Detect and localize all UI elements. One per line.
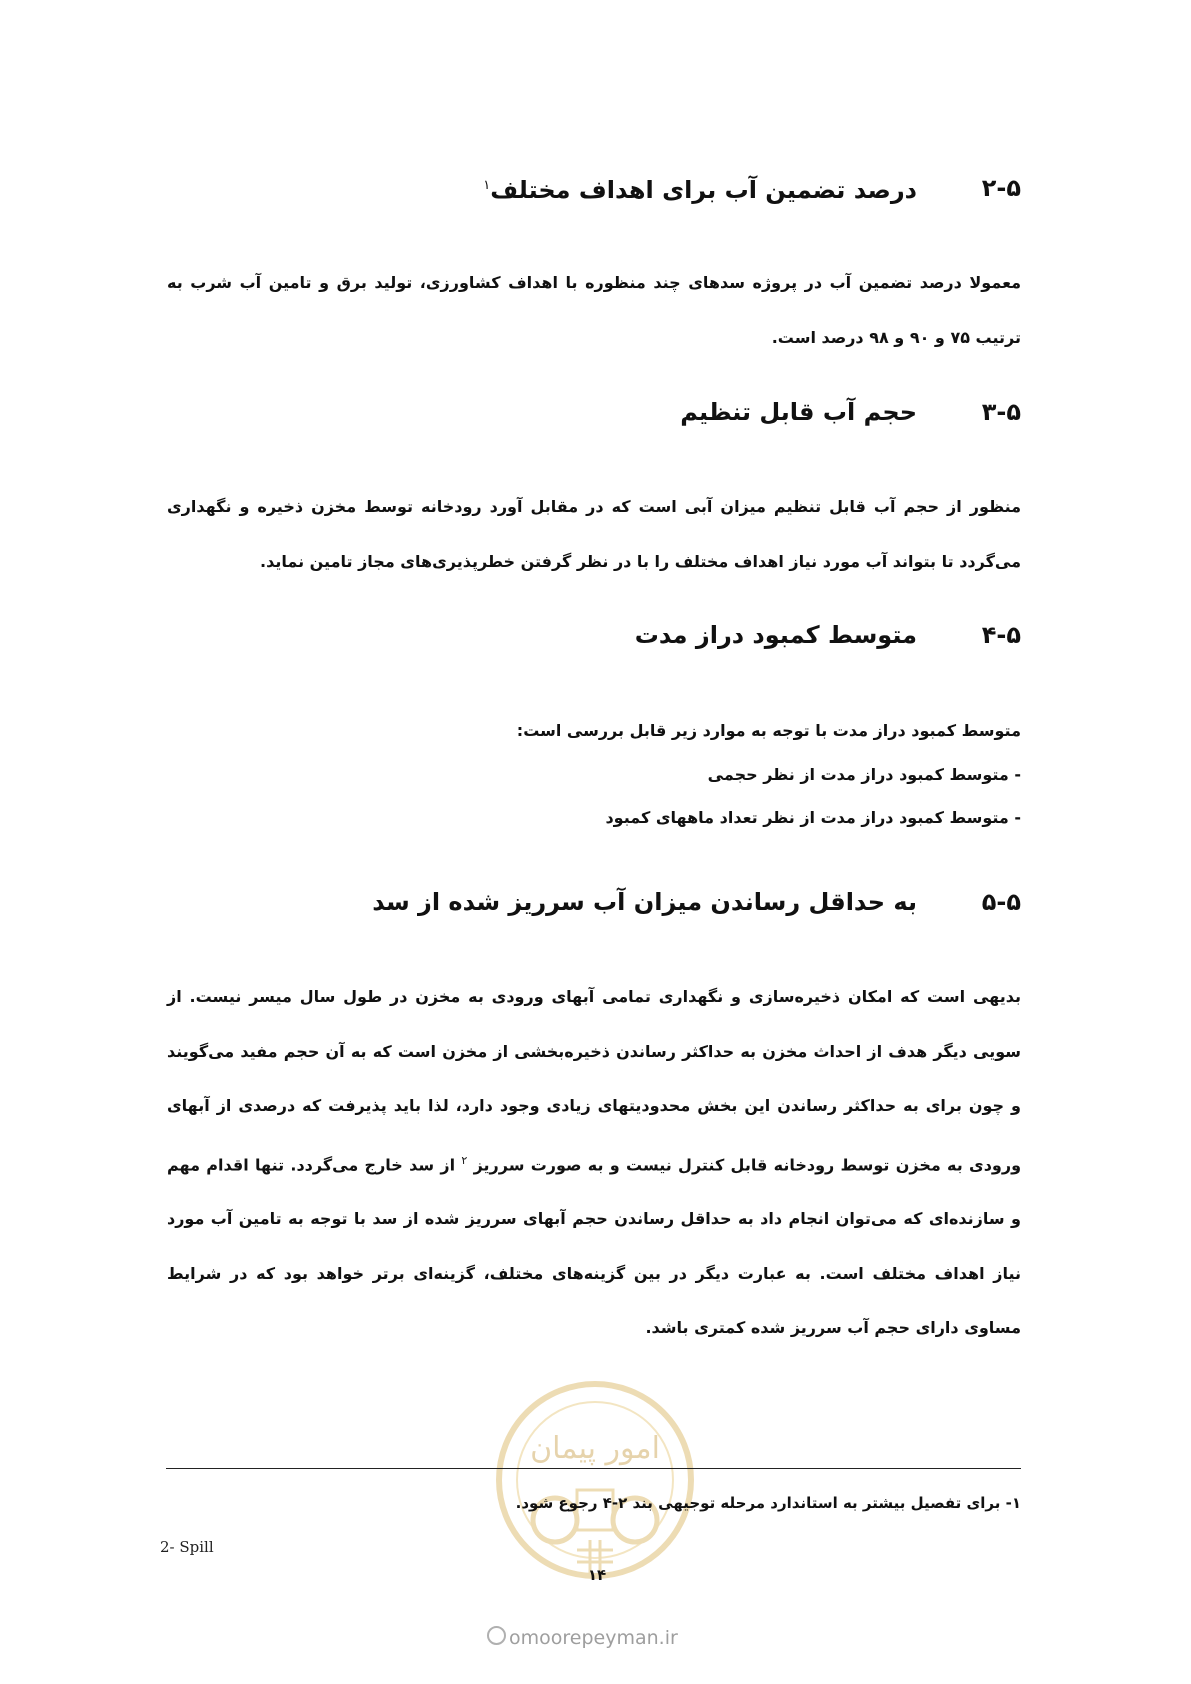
section-paragraph <box>167 970 1021 1356</box>
section-heading <box>680 392 1021 432</box>
list-item: - متوسط کمبود دراز مدت از نظر تعداد ماههای کمبود <box>605 808 1021 827</box>
list-item: - متوسط کمبود دراز مدت از نظر حجمی <box>707 765 1021 784</box>
section-title: به حداقل رساندن میزان آب سرریز شده از سد <box>372 888 917 916</box>
page-number: ۱۴ <box>587 1566 607 1584</box>
watermark-logo-text: امور پیمان <box>530 1431 660 1466</box>
section-title <box>483 166 917 210</box>
site-url: omoorepeyman.ir <box>509 1627 678 1649</box>
section-heading <box>372 882 1021 922</box>
section-number: ۳-۵ <box>981 398 1021 426</box>
footnote-ref: ۲ <box>461 1153 468 1167</box>
section-heading <box>483 168 1021 208</box>
section-number: ۴-۵ <box>981 621 1021 649</box>
section-paragraph: منظور از حجم آب قابل تنظیم میزان آبی است که در مقابل آورد رودخانه توسط مخزن ذخیره و نگهداری می‌گردد تا بتواند آب مورد نیاز اهداف مختلف را با در نظر گرفتن خطرپذیری‌های مجاز تامین نماید. <box>167 497 1021 571</box>
footnote-1: ۱- برای تفصیل بیشتر به استاندارد مرحله توجیهی بند ۲-۴ رجوع شود. <box>515 1494 1021 1512</box>
section-title: متوسط کمبود دراز مدت <box>634 621 917 649</box>
site-watermark <box>487 1626 678 1649</box>
footnote-ref: ۱ <box>483 178 491 193</box>
section-heading <box>635 615 1021 655</box>
section-number: ۵-۵ <box>981 888 1021 916</box>
paragraph-text: بدیهی است که امکان ذخیره‌سازی و نگهداری تمامی آبهای ورودی به مخزن در طول سال میسر نیست. از سویی دیگر هدف از احداث مخزن به حداکثر رساندن ذخیره‌بخشی از مخزن است که به آن حجم مفید می‌گویند و چون برای به حداکثر رساندن این بخش محدودیتهای زیادی وجود دارد، لذا باید پذیرفت که درصدی از آبهای ورودی به مخزن توسط رودخانه قابل کنترل نیست و به صورت سرریز <box>167 987 1022 1174</box>
section-title-text: درصد تضمین آب برای اهداف مختلف <box>490 176 917 204</box>
footnote-divider <box>166 1468 1021 1469</box>
at-icon <box>487 1626 506 1645</box>
paragraph-text: از سد خارج می‌گردد. تنها اقدام مهم و سازنده‌ای که می‌توان انجام داد به حداقل رساندن حجم آبهای سرریز شده از سد با توجه به تامین آب مورد نیاز اهداف مختلف است. به عبارت دیگر در بین گزینه‌های مختلف، گزینه‌ای برتر خواهد بود که در شرایط مساوی دارای حجم آب سرریز شده کمتری باشد. <box>167 1154 1021 1338</box>
section-title: حجم آب قابل تنظیم <box>680 398 917 426</box>
list-intro: متوسط کمبود دراز مدت با توجه به موارد زیر قابل بررسی است: <box>516 721 1021 740</box>
section-number: ۲-۵ <box>981 174 1021 202</box>
section-paragraph: معمولا درصد تضمین آب در پروژه سدهای چند منظوره با اهداف کشاورزی، تولید برق و تامین آب شرب به ترتیب ۷۵ و ۹۰ و ۹۸ درصد است. <box>167 273 1021 347</box>
footnote-2: 2- Spill <box>160 1538 214 1556</box>
